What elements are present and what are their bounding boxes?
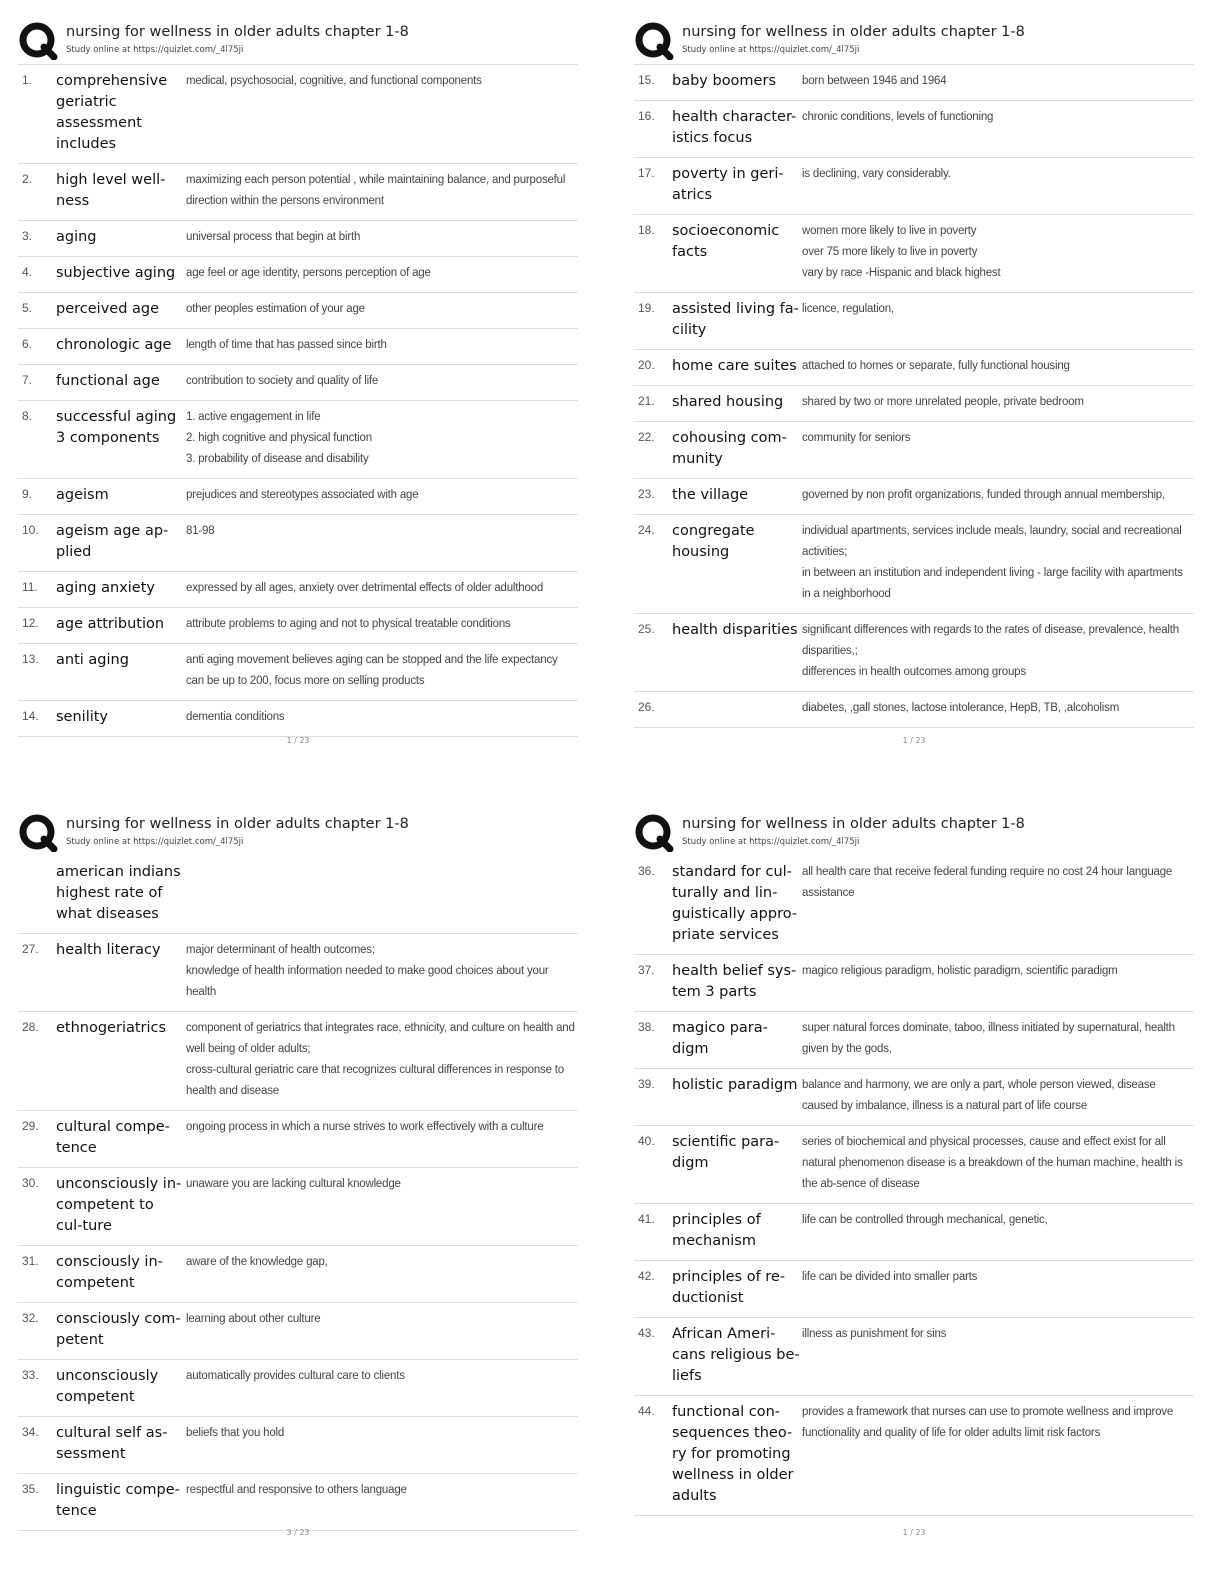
card-definition: expressed by all ages, anxiety over detrimental effects of older adulthood <box>186 582 544 594</box>
card-definition: maximizing each person potential , while maintaining balance, and purposeful direction within the persons environment <box>186 174 566 207</box>
card-number: 33. <box>22 1368 39 1382</box>
page-panel-4 <box>634 814 1194 1549</box>
card-number: 22. <box>638 430 655 444</box>
flashcard-row <box>634 1261 1194 1318</box>
flashcard-list <box>634 856 1194 1516</box>
card-number: 40. <box>638 1134 655 1148</box>
card-number: 1. <box>22 73 33 87</box>
flashcard-list <box>634 64 1194 728</box>
flashcard-row <box>634 386 1194 422</box>
card-term: the village <box>672 487 749 503</box>
flashcard-row <box>18 608 578 644</box>
card-number: 16. <box>638 109 655 123</box>
card-definition: born between 1946 and 1964 <box>802 75 947 87</box>
card-term: principles of mechanism <box>672 1212 761 1249</box>
flashcard-row <box>634 1318 1194 1396</box>
card-definition: governed by non profit organizations, funded through annual membership, <box>802 489 1165 501</box>
card-number: 35. <box>22 1482 39 1496</box>
flashcard-row <box>18 515 578 572</box>
card-term: scientific para-digm <box>672 1134 780 1171</box>
card-definition: learning about other culture <box>186 1313 321 1325</box>
card-number: 2. <box>22 172 33 186</box>
card-number: 39. <box>638 1077 655 1091</box>
card-definition: length of time that has passed since birth <box>186 339 387 351</box>
flashcard-row <box>634 350 1194 386</box>
flashcard-row <box>634 1126 1194 1204</box>
page-title: nursing for wellness in older adults chapter 1-8 <box>66 24 409 40</box>
card-number: 34. <box>22 1425 39 1439</box>
card-definition: ongoing process in which a nurse strives to work effectively with a culture <box>186 1121 544 1133</box>
card-number: 5. <box>22 301 33 315</box>
card-term: chronologic age <box>56 337 172 353</box>
card-number: 11. <box>22 580 38 594</box>
card-number: 18. <box>638 223 655 237</box>
page-number: 1 / 23 <box>902 736 926 745</box>
card-definition: shared by two or more unrelated people, private bedroom <box>802 396 1084 408</box>
card-definition: series of biochemical and physical processes, cause and effect exist for all natural phenomenon disease is a breakdown of the human machine, health is the ab-sence of disease <box>802 1136 1183 1190</box>
page-title: nursing for wellness in older adults chapter 1-8 <box>682 816 1025 832</box>
card-term: age attribution <box>56 616 165 632</box>
card-definition: respectful and responsive to others language <box>186 1484 407 1496</box>
flashcard-row <box>634 1069 1194 1126</box>
card-term: health belief sys-tem 3 parts <box>672 963 797 1000</box>
flashcard-row <box>634 1204 1194 1261</box>
card-number: 43. <box>638 1326 655 1340</box>
card-definition: unaware you are lacking cultural knowledge <box>186 1178 401 1190</box>
flashcard-row <box>18 293 578 329</box>
card-definition: contribution to society and quality of life <box>186 375 379 387</box>
card-term: functional con-sequences theo-ry for promoting wellness in older adults <box>672 1404 794 1504</box>
card-term: subjective aging <box>56 265 176 281</box>
page-header <box>634 814 1194 856</box>
card-number: 28. <box>22 1020 39 1034</box>
card-number: 38. <box>638 1020 655 1034</box>
card-number: 29. <box>22 1119 39 1133</box>
card-number: 12. <box>22 616 39 630</box>
card-definition: dementia conditions <box>186 711 285 723</box>
card-definition: life can be controlled through mechanical, genetic, <box>802 1214 1048 1226</box>
card-number: 26. <box>638 700 655 714</box>
card-number: 14. <box>22 709 39 723</box>
flashcard-row <box>634 614 1194 692</box>
flashcard-row <box>18 221 578 257</box>
flashcard-row <box>634 158 1194 215</box>
card-number: 25. <box>638 622 655 636</box>
study-link[interactable]: Study online at https://quizlet.com/_4l75ji <box>682 837 860 847</box>
flashcard-row <box>18 401 578 479</box>
card-definition: anti aging movement believes aging can be stopped and the life expectancy can be up to 200, focus more on selling products <box>186 654 558 687</box>
card-definition: other peoples estimation of your age <box>186 303 365 315</box>
card-number: 41. <box>638 1212 655 1226</box>
card-definition: aware of the knowledge gap, <box>186 1256 328 1268</box>
flashcard-row <box>18 572 578 608</box>
card-definition: illness as punishment for sins <box>802 1328 947 1340</box>
card-definition: medical, psychosocial, cognitive, and functional components <box>186 75 482 87</box>
card-term: poverty in geri-atrics <box>672 166 784 203</box>
flashcard-row <box>18 479 578 515</box>
page-panel-3 <box>18 814 578 1549</box>
flashcard-row <box>18 164 578 221</box>
card-term: home care suites <box>672 358 797 374</box>
flashcard-row <box>18 1111 578 1168</box>
page-header <box>18 22 578 64</box>
card-term: health disparities <box>672 622 798 638</box>
flashcard-row <box>18 257 578 293</box>
card-definition: significant differences with regards to the rates of disease, prevalence, health disparities,; differences in health outcomes among groups <box>802 624 1179 678</box>
card-term: health character-istics focus <box>672 109 797 146</box>
flashcard-row <box>634 65 1194 101</box>
card-number: 13. <box>22 652 39 666</box>
study-link[interactable]: Study online at https://quizlet.com/_4l75ji <box>66 837 244 847</box>
card-term: magico para-digm <box>672 1020 768 1057</box>
card-term: cultural compe-tence <box>56 1119 170 1156</box>
card-term: functional age <box>56 373 160 389</box>
flashcard-row <box>18 701 578 737</box>
card-term: linguistic compe-tence <box>56 1482 180 1519</box>
card-term: aging anxiety <box>56 580 155 596</box>
card-definition: universal process that begin at birth <box>186 231 361 243</box>
card-definition: 81-98 <box>186 525 215 537</box>
card-number: 31. <box>22 1254 39 1268</box>
card-number <box>18 862 56 925</box>
card-number: 10. <box>22 523 39 537</box>
card-definition: diabetes, ,gall stones, lactose intolerance, HepB, TB, ,alcoholism <box>802 702 1120 714</box>
card-definition: all health care that receive federal funding require no cost 24 hour language assistance <box>802 866 1173 899</box>
card-definition: prejudices and stereotypes associated with age <box>186 489 419 501</box>
flashcard-row <box>634 422 1194 479</box>
page-header <box>18 814 578 856</box>
card-term: cohousing com-munity <box>672 430 787 467</box>
page-number: 3 / 23 <box>286 1528 310 1537</box>
flashcard-row <box>634 692 1194 728</box>
page-panel-2 <box>634 22 1194 757</box>
card-term: consciously com-petent <box>56 1311 181 1348</box>
card-number: 23. <box>638 487 655 501</box>
card-term: unconsciously competent <box>56 1368 159 1405</box>
card-definition: major determinant of health outcomes; knowledge of health information needed to make good choices about your health <box>186 944 549 998</box>
card-number: 7. <box>22 373 33 387</box>
flashcard-row <box>18 1012 578 1111</box>
page-header <box>634 22 1194 64</box>
card-definition: automatically provides cultural care to clients <box>186 1370 405 1382</box>
flashcard-row <box>634 479 1194 515</box>
card-number: 21. <box>638 394 655 408</box>
card-term: health literacy <box>56 942 161 958</box>
card-term: African Ameri-cans religious be-liefs <box>672 1326 800 1384</box>
card-term: shared housing <box>672 394 784 410</box>
card-number: 42. <box>638 1269 655 1283</box>
card-definition: licence, regulation, <box>802 303 894 315</box>
card-definition: is declining, vary considerably. <box>802 168 951 180</box>
flashcard-row <box>18 329 578 365</box>
flashcard-list <box>18 64 578 737</box>
card-definition: 1. active engagement in life 2. high cognitive and physical function 3. probability of disease and disability <box>186 411 372 465</box>
card-number: 9. <box>22 487 33 501</box>
card-number: 27. <box>22 942 39 956</box>
card-definition: life can be divided into smaller parts <box>802 1271 978 1283</box>
card-term: aging <box>56 229 97 245</box>
card-number: 32. <box>22 1311 39 1325</box>
card-number: 30. <box>22 1176 39 1190</box>
page-title: nursing for wellness in older adults chapter 1-8 <box>66 816 409 832</box>
card-number: 37. <box>638 963 655 977</box>
card-number: 20. <box>638 358 655 372</box>
card-term <box>672 698 800 719</box>
card-term: holistic paradigm <box>672 1077 798 1093</box>
flashcard-row <box>18 1360 578 1417</box>
flashcard-row <box>634 215 1194 293</box>
card-term: ageism age ap-plied <box>56 523 169 560</box>
card-term: standard for cul-turally and lin-guistically appro-priate services <box>672 864 798 943</box>
card-term: cultural self as-sessment <box>56 1425 168 1462</box>
card-term: comprehensive geriatric assessment includes <box>56 73 168 152</box>
card-number: 3. <box>22 229 33 243</box>
flashcard-row <box>18 365 578 401</box>
flashcard-list <box>18 856 578 1531</box>
card-definition: community for seniors <box>802 432 911 444</box>
card-definition: beliefs that you hold <box>186 1427 285 1439</box>
card-number: 4. <box>22 265 33 279</box>
card-number: 8. <box>22 409 33 423</box>
card-number: 24. <box>638 523 655 537</box>
quizlet-logo-icon <box>634 814 674 852</box>
flashcard-row <box>18 1168 578 1246</box>
card-definition: individual apartments, services include meals, laundry, social and recreational activities; in between an institution and independent living - large facility with apartments in a neighborhood <box>802 525 1183 600</box>
study-link[interactable]: Study online at https://quizlet.com/_4l75ji <box>682 45 860 55</box>
quizlet-logo-icon <box>18 814 58 852</box>
flashcard-row <box>634 515 1194 614</box>
flashcard-row <box>634 1396 1194 1516</box>
flashcard-row <box>634 1012 1194 1069</box>
card-term: ethnogeriatrics <box>56 1020 167 1036</box>
card-term: congregate housing <box>672 523 755 560</box>
flashcard-row <box>634 293 1194 350</box>
card-term: ageism <box>56 487 109 503</box>
card-definition: super natural forces dominate, taboo, illness initiated by supernatural, health given by the gods, <box>802 1022 1175 1055</box>
card-term: assisted living fa-cility <box>672 301 799 338</box>
card-definition: attached to homes or separate, fully functional housing <box>802 360 1070 372</box>
flashcard-row <box>18 1303 578 1360</box>
flashcard-row <box>18 1417 578 1474</box>
flashcard-row <box>18 934 578 1012</box>
card-term: socioeconomic facts <box>672 223 780 260</box>
card-number: 36. <box>638 864 655 878</box>
card-number: 15. <box>638 73 655 87</box>
card-term: baby boomers <box>672 73 776 89</box>
card-definition: age feel or age identity, persons perception of age <box>186 267 431 279</box>
flashcard-row <box>18 856 578 934</box>
card-definition: chronic conditions, levels of functioning <box>802 111 994 123</box>
card-number: 44. <box>638 1404 655 1418</box>
page-number: 1 / 23 <box>902 1528 926 1537</box>
page-panel-1 <box>18 22 578 757</box>
card-definition: attribute problems to aging and not to physical treatable conditions <box>186 618 511 630</box>
card-term: unconsciously in-competent to cul-ture <box>56 1176 182 1234</box>
card-definition: magico religious paradigm, holistic paradigm, scientific paradigm <box>802 965 1118 977</box>
flashcard-row <box>634 101 1194 158</box>
card-term: consciously in-competent <box>56 1254 163 1291</box>
card-number: 19. <box>638 301 655 315</box>
card-definition: women more likely to live in poverty over 75 more likely to live in poverty vary by race -Hispanic and black highest <box>802 225 1001 279</box>
card-definition: provides a framework that nurses can use to promote wellness and improve functionality and quality of life for older adults limit risk factors <box>802 1406 1174 1439</box>
card-term: senility <box>56 709 109 725</box>
page-number: 1 / 23 <box>286 736 310 745</box>
card-number: 17. <box>638 166 655 180</box>
flashcard-row <box>18 644 578 701</box>
study-link[interactable]: Study online at https://quizlet.com/_4l75ji <box>66 45 244 55</box>
flashcard-row <box>18 1246 578 1303</box>
card-term: high level well-ness <box>56 172 166 209</box>
quizlet-logo-icon <box>18 22 58 60</box>
quizlet-logo-icon <box>634 22 674 60</box>
card-number: 6. <box>22 337 33 351</box>
flashcard-row <box>634 955 1194 1012</box>
flashcard-row <box>634 856 1194 955</box>
card-term: anti aging <box>56 652 129 668</box>
page-title: nursing for wellness in older adults chapter 1-8 <box>682 24 1025 40</box>
card-term: principles of re-ductionist <box>672 1269 786 1306</box>
card-term: american indians highest rate of what diseases <box>56 864 181 922</box>
flashcard-row <box>18 1474 578 1531</box>
flashcard-row <box>18 65 578 164</box>
card-definition <box>184 862 578 925</box>
card-term: perceived age <box>56 301 160 317</box>
card-definition: balance and harmony, we are only a part, whole person viewed, disease caused by imbalance, illness is a natural part of life course <box>802 1079 1156 1112</box>
card-definition: component of geriatrics that integrates race, ethnicity, and culture on health and well being of older adults; cross-cultural geriatric care that recognizes cultural differences in response to health and disease <box>186 1022 575 1097</box>
card-term: successful aging 3 components <box>56 409 177 446</box>
